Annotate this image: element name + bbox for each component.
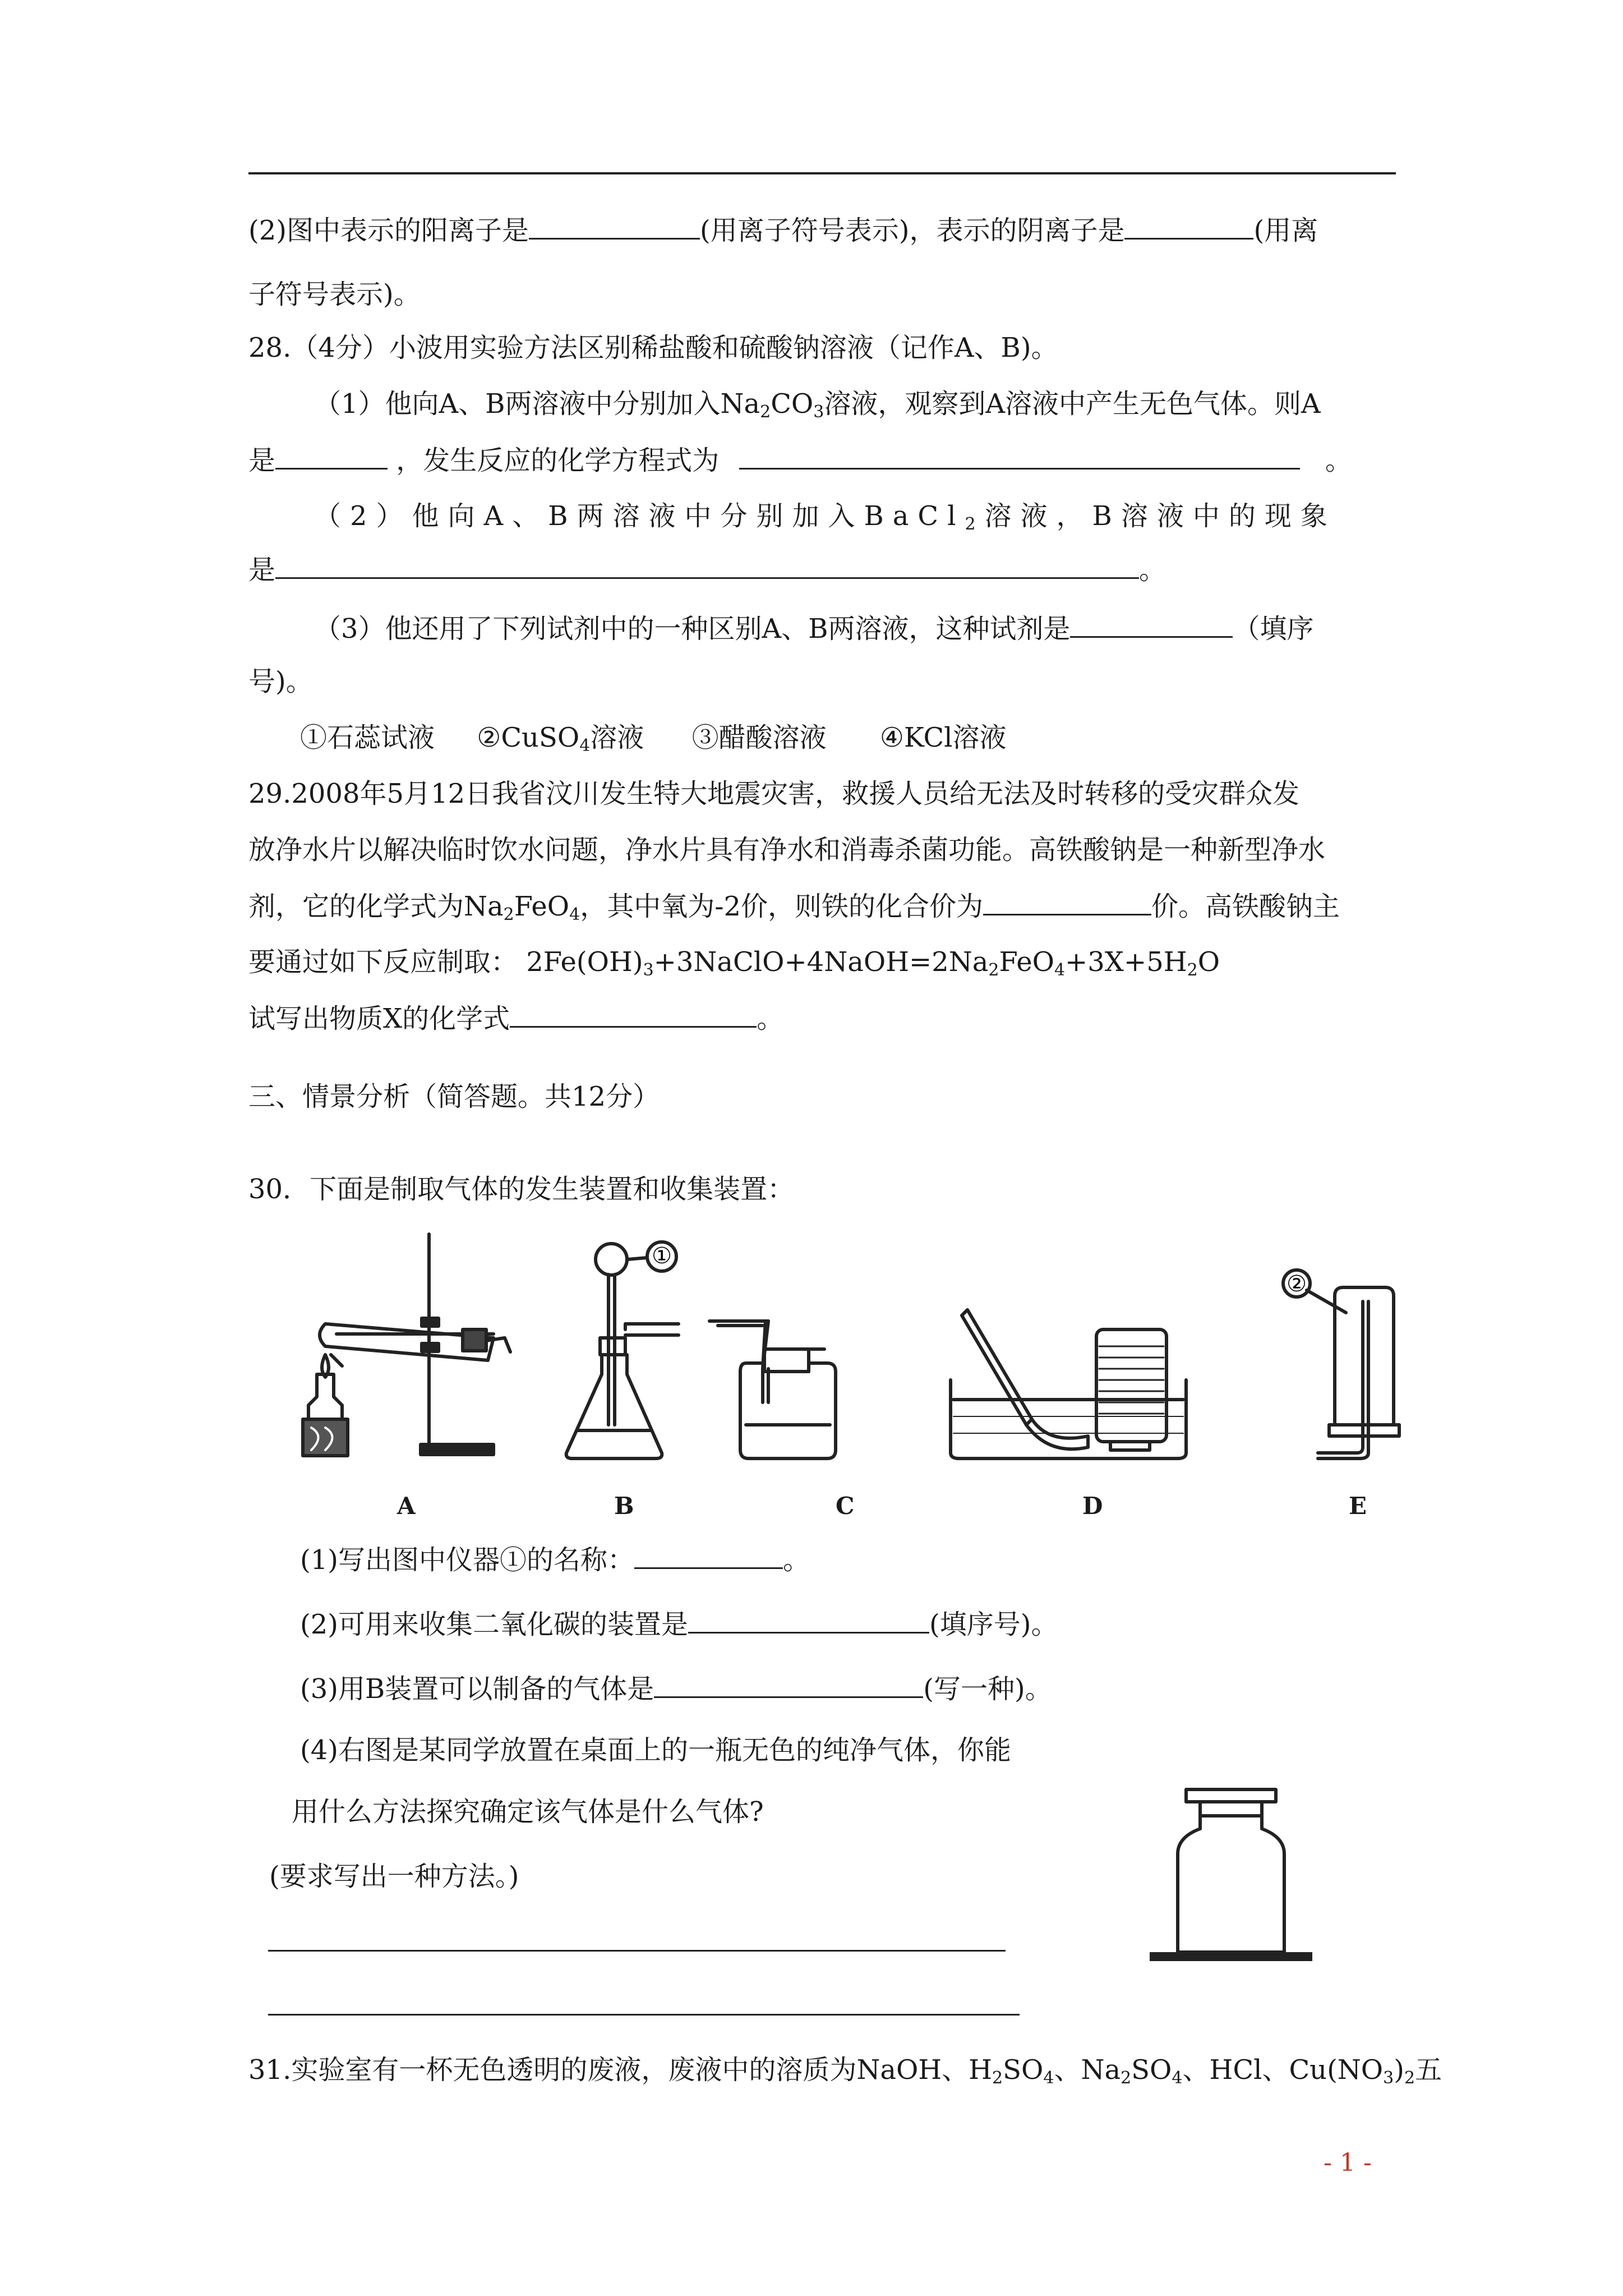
option-3: ③醋酸溶液 [691, 722, 827, 753]
q28-options [300, 721, 1007, 754]
q27-part2-line2: 子符号表示)。 [248, 279, 421, 310]
question-29-line5: 试写出物质X的化学式 。 [248, 1001, 783, 1036]
header-rule [248, 172, 1396, 174]
answer-blank[interactable] [983, 889, 1151, 915]
q28-part2-line1: （2）他向A、B两溶液中分别加入BaCl$_2$溶液，B溶液中的现象 [314, 500, 1336, 534]
q30-part1: (1)写出图中仪器①的名称： 。 [300, 1543, 810, 1577]
answer-blank[interactable] [1070, 611, 1233, 638]
label-b: B [614, 1492, 634, 1520]
question-31-line1: 31.实验室有一杯无色透明的废液，废液中的溶质为NaOH、$H_2SO_4$、$Na_2SO_4$、HCl、$Cu(NO_3)_2$五 [248, 2054, 1442, 2088]
label-e: E [1349, 1492, 1367, 1520]
apparatus-c [709, 1321, 836, 1458]
label-a: A [397, 1492, 416, 1520]
q27-part2-line1: (2)图中表示的阳离子是 (用离子符号表示)，表示的阴离子是 (用离 [248, 213, 1318, 247]
question-29-line3: 剂，它的化学式为$Na_2FeO_4$，其中氧为-2价，则铁的化合价为 价。高铁酸钠主 [248, 889, 1340, 923]
q30-part3: (3)用B装置可以制备的气体是 (写一种)。 [300, 1672, 1052, 1706]
q28-part3-line2: 号)。 [248, 666, 313, 697]
option-2: ②CuSO$_4$溶液 [477, 722, 644, 756]
question-30: 30．下面是制取气体的发生装置和收集装置： [248, 1174, 795, 1205]
q30-part4-line1: (4)右图是某同学放置在桌面上的一瓶无色的纯净气体，你能 [300, 1734, 1011, 1766]
equation-blank[interactable] [739, 443, 1300, 470]
answer-blank[interactable] [654, 1672, 923, 1698]
q30-part2: (2)可用来收集二氧化碳的装置是 (填序号)。 [300, 1607, 1058, 1641]
section-3-heading: 三、情景分析（简答题。共12分） [248, 1081, 660, 1112]
question-29-line2: 放净水片以解决临时饮水问题，净水片具有净水和消毒杀菌功能。高铁酸钠是一种新型净水 [248, 834, 1326, 866]
q28-part1-line1: （1）他向A、B两溶液中分别加入$Na_2CO_3$溶液，观察到A溶液中产生无色气体。则A [314, 388, 1321, 422]
apparatus-figure [303, 1234, 1413, 1537]
q28-part3-line1: （3）他还用了下列试剂中的一种区别A、B两溶液，这种试剂是 （填序 [314, 611, 1314, 646]
apparatus-b [566, 1242, 679, 1458]
answer-blank[interactable] [688, 1607, 929, 1634]
gas-jar-figure [1144, 1784, 1318, 1969]
answer-blank[interactable] [1124, 213, 1253, 240]
answer-blank[interactable] [510, 1001, 757, 1028]
marker-2: ② [1287, 1271, 1307, 1297]
page-number: - 1 - [1324, 2148, 1372, 2177]
answer-blank[interactable] [275, 443, 388, 470]
question-28: 28.（4分）小波用实验方法区别稀盐酸和硫酸钠溶液（记作A、B)。 [248, 332, 1058, 364]
apparatus-d [951, 1310, 1186, 1458]
answer-blank[interactable] [275, 553, 1139, 579]
label-c: C [836, 1492, 855, 1520]
answer-blank[interactable] [529, 213, 700, 240]
answer-line-2[interactable] [268, 2014, 1020, 2016]
q28-part2-line2: 是 。 [248, 553, 1166, 587]
answer-line-1[interactable] [268, 1950, 1006, 1952]
q30-part4-line2: 用什么方法探究确定该气体是什么气体? [292, 1796, 764, 1828]
q30-part4-line3: (要求写出一种方法。) [269, 1861, 519, 1892]
apparatus-a [303, 1234, 510, 1456]
q28-part1-line2: 是 ，发生反应的化学方程式为 。 [248, 443, 1352, 477]
question-29-equation: 要通过如下反应制取： $2Fe(OH)_3+3NaClO+4NaOH=2Na_2FeO_4+3X+5H_2O$ [248, 946, 1220, 980]
option-1: ①石蕊试液 [300, 722, 435, 753]
option-4: ④KCl溶液 [879, 722, 1007, 753]
question-29-line1: 29.2008年5月12日我省汶川发生特大地震灾害，救援人员给无法及时转移的受灾群众发 [248, 778, 1300, 809]
answer-blank[interactable] [634, 1543, 783, 1569]
apparatus-e [1283, 1270, 1399, 1458]
marker-1: ① [652, 1243, 672, 1269]
label-d: D [1082, 1492, 1103, 1520]
